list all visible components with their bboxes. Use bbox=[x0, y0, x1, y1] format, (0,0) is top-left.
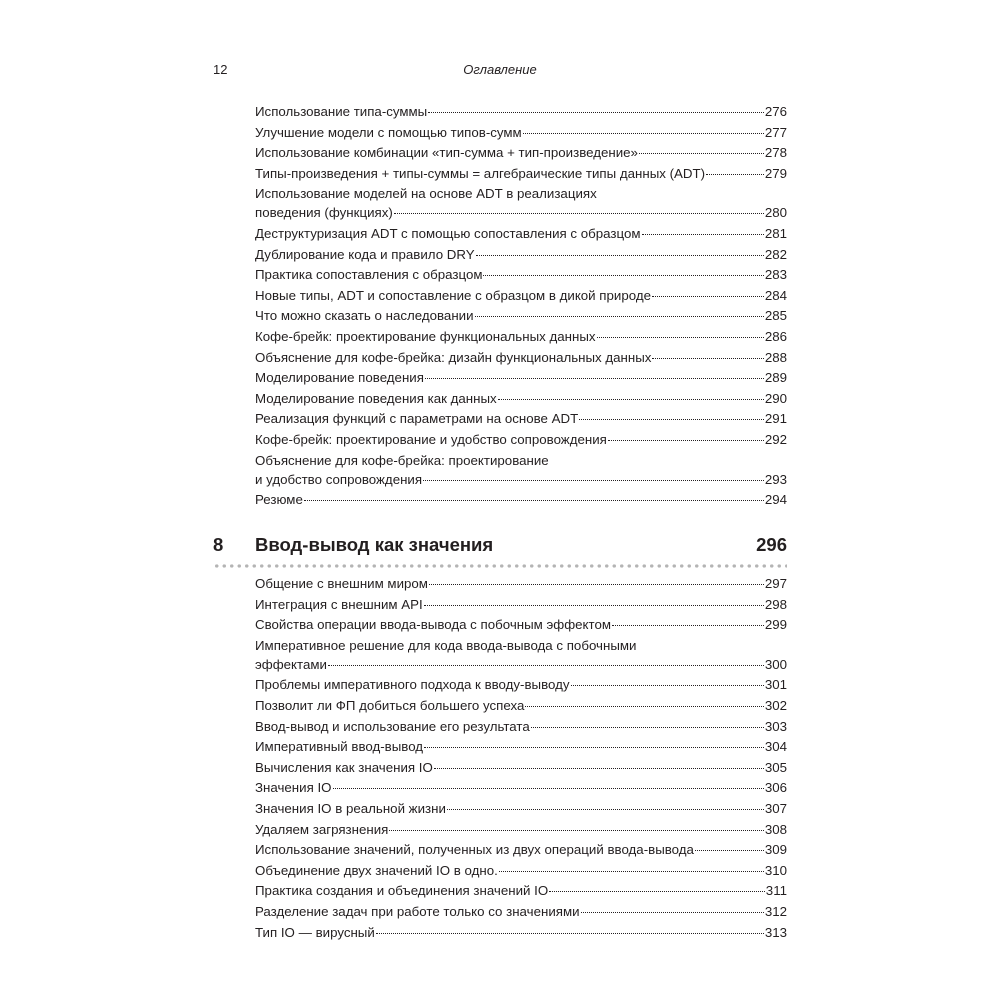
dot-leader bbox=[425, 378, 764, 379]
toc-entry-title: и удобство сопровождения bbox=[255, 471, 423, 487]
toc-entry-title: Кофе-брейк: проектирование и удобство сопровождения bbox=[255, 431, 607, 447]
toc-entry[interactable] bbox=[255, 245, 787, 266]
toc-entry-page: 298 bbox=[764, 596, 787, 612]
dot-leader bbox=[424, 747, 764, 748]
toc-entry-title: Моделирование поведения bbox=[255, 370, 424, 386]
dot-leader bbox=[389, 830, 763, 831]
toc-entry-page: 282 bbox=[764, 246, 787, 262]
toc-entry-title: Общение с внешним миром bbox=[255, 576, 428, 591]
toc-entry-page: 311 bbox=[765, 883, 787, 899]
toc-entry-title: Проблемы императивного подхода к вводу-выводу bbox=[255, 677, 570, 693]
dot-leader bbox=[376, 933, 764, 934]
dot-leader bbox=[304, 500, 764, 501]
toc-entry[interactable] bbox=[255, 143, 787, 164]
toc-entry[interactable] bbox=[255, 840, 787, 861]
toc-entry-title: Императивный ввод-вывод bbox=[255, 739, 424, 755]
toc-entry-title: Вычисления как значения IO bbox=[255, 759, 433, 775]
toc-entry-page: 313 bbox=[764, 924, 787, 940]
toc-entry-title: Что можно сказать о наследовании bbox=[255, 308, 474, 324]
toc-entry-page: 310 bbox=[764, 862, 787, 878]
toc-entry-page: 293 bbox=[764, 471, 787, 487]
toc-entry-page: 276 bbox=[764, 104, 787, 119]
dot-leader bbox=[571, 685, 764, 686]
toc-entry-title: Тип IO — вирусный bbox=[255, 924, 375, 940]
dot-leader bbox=[483, 275, 763, 276]
toc-entry-page: 301 bbox=[764, 677, 787, 693]
dot-leader bbox=[652, 296, 764, 297]
toc-entry-title: Позволит ли ФП добиться большего успеха bbox=[255, 697, 525, 713]
dot-leader bbox=[581, 912, 764, 913]
toc-entry-title: Удаляем загрязнения bbox=[255, 821, 389, 837]
toc-entry[interactable] bbox=[255, 327, 787, 348]
chapter-title: Ввод-вывод как значения bbox=[255, 534, 494, 555]
toc-entry[interactable] bbox=[255, 923, 787, 944]
toc-entry-title: Интеграция с внешним API bbox=[255, 596, 423, 612]
toc-entry-page: 289 bbox=[764, 370, 787, 386]
toc-entry[interactable] bbox=[255, 737, 787, 758]
toc-entry[interactable] bbox=[255, 717, 787, 738]
toc-entry-page: 308 bbox=[764, 821, 787, 837]
toc-entry-page: 277 bbox=[764, 124, 787, 140]
dot-leader bbox=[695, 850, 764, 851]
dot-leader bbox=[642, 234, 764, 235]
dot-leader bbox=[429, 584, 764, 585]
toc-entry-page: 286 bbox=[764, 328, 787, 344]
toc-entry-title: Использование типа-суммы bbox=[255, 104, 428, 119]
dot-leader bbox=[525, 706, 763, 707]
running-title: Оглавление bbox=[463, 62, 537, 77]
toc-entry-page: 309 bbox=[764, 842, 787, 858]
page-header bbox=[213, 62, 787, 80]
toc-entry-title: Объединение двух значений IO в одно. bbox=[255, 862, 498, 878]
toc-entry-page: 302 bbox=[764, 697, 787, 713]
toc-entry-title-line1: Императивное решение для кода ввода-вывода с побочными bbox=[255, 637, 637, 653]
toc-entry-title: Типы-произведения + типы-суммы = алгебраические типы данных (ADT) bbox=[255, 165, 706, 181]
toc-entry[interactable] bbox=[255, 675, 787, 696]
chapter-heading bbox=[213, 534, 787, 560]
toc-entry-page: 303 bbox=[764, 718, 787, 734]
dot-leader bbox=[333, 788, 764, 789]
dot-leader bbox=[579, 419, 764, 420]
toc-entry-page: 283 bbox=[764, 267, 787, 283]
toc-entry[interactable] bbox=[255, 265, 787, 286]
dot-leader bbox=[475, 316, 764, 317]
dot-leader bbox=[523, 133, 764, 134]
toc-entry-page: 292 bbox=[764, 431, 787, 447]
toc-entry-title: Практика сопоставления с образцом bbox=[255, 267, 483, 283]
toc-entry-title: Новые типы, ADT и сопоставление с образцом в дикой природе bbox=[255, 287, 651, 303]
toc-entry-page: 300 bbox=[764, 656, 787, 672]
dot-leader bbox=[476, 255, 764, 256]
toc-entry-title: Значения IO bbox=[255, 780, 332, 796]
toc-entry[interactable] bbox=[255, 451, 787, 491]
dot-leader bbox=[499, 871, 764, 872]
dot-leader bbox=[423, 480, 764, 481]
toc-entry-page: 307 bbox=[764, 800, 787, 816]
toc-section-top bbox=[255, 102, 787, 511]
toc-entry-page: 299 bbox=[764, 617, 787, 633]
toc-entry[interactable] bbox=[255, 799, 787, 820]
toc-entry-title: Реализация функций с параметрами на основе ADT bbox=[255, 411, 579, 427]
toc-entry-title: Кофе-брейк: проектирование функциональных данных bbox=[255, 328, 596, 344]
toc-entry-title: Практика создания и объединения значений IO bbox=[255, 883, 549, 899]
toc-entry-title: Значения IO в реальной жизни bbox=[255, 800, 446, 816]
toc-entry-page: 279 bbox=[764, 165, 787, 181]
toc-entry-page: 294 bbox=[764, 492, 787, 508]
dot-leader bbox=[428, 112, 764, 113]
chapter-divider bbox=[213, 564, 787, 568]
toc-entry[interactable] bbox=[255, 430, 787, 451]
toc-entry-title: эффектами bbox=[255, 656, 327, 672]
toc-entry-page: 305 bbox=[764, 759, 787, 775]
toc-entry-title: Моделирование поведения как данных bbox=[255, 390, 497, 406]
dot-leader bbox=[706, 174, 764, 175]
dot-leader bbox=[597, 337, 764, 338]
toc-entry[interactable] bbox=[255, 123, 787, 144]
toc-entry-title: Улучшение модели с помощью типов-сумм bbox=[255, 124, 522, 140]
toc-entry[interactable] bbox=[255, 778, 787, 799]
toc-entry[interactable] bbox=[255, 820, 787, 841]
toc-entry-page: 284 bbox=[764, 287, 787, 303]
toc-entry-page: 291 bbox=[764, 411, 787, 427]
toc-section-bottom bbox=[255, 574, 787, 943]
toc-entry-title: Объяснение для кофе-брейка: дизайн функциональных данных bbox=[255, 349, 652, 365]
toc-entry[interactable] bbox=[255, 348, 787, 369]
toc-entry[interactable] bbox=[255, 902, 787, 923]
toc-entry[interactable] bbox=[255, 102, 787, 123]
toc-entry[interactable] bbox=[255, 881, 787, 902]
toc-entry-title: Использование комбинации «тип-сумма + тип-произведение» bbox=[255, 145, 638, 161]
toc-entry-title: Дублирование кода и правило DRY bbox=[255, 246, 475, 262]
toc-entry-page: 288 bbox=[764, 349, 787, 365]
dot-leader bbox=[531, 727, 764, 728]
toc-entry-title: поведения (функциях) bbox=[255, 205, 393, 221]
dot-leader bbox=[612, 625, 764, 626]
page-number: 12 bbox=[213, 62, 228, 77]
toc-entry-page: 278 bbox=[764, 145, 787, 161]
toc-entry[interactable] bbox=[255, 758, 787, 779]
toc-entry-title: Разделение задач при работе только со значениями bbox=[255, 903, 580, 919]
dot-leader bbox=[328, 665, 764, 666]
dot-leader bbox=[447, 809, 764, 810]
toc-entry[interactable] bbox=[255, 409, 787, 430]
toc-entry-title: Деструктуризация ADT с помощью сопоставления с образцом bbox=[255, 225, 641, 241]
toc-entry-page: 290 bbox=[764, 390, 787, 406]
toc-entry-page: 281 bbox=[764, 225, 787, 241]
toc-entry-title: Использование значений, полученных из двух операций ввода-вывода bbox=[255, 842, 694, 858]
toc-entry[interactable] bbox=[255, 595, 787, 616]
toc-entry[interactable] bbox=[255, 184, 787, 224]
toc-entry[interactable] bbox=[255, 224, 787, 245]
toc-entry[interactable] bbox=[255, 861, 787, 882]
dot-leader bbox=[652, 358, 763, 359]
toc-entry-title-line1: Использование моделей на основе ADT в реализациях bbox=[255, 186, 597, 202]
toc-entry-page: 304 bbox=[764, 739, 787, 755]
toc-entry[interactable] bbox=[255, 286, 787, 307]
toc-entry[interactable] bbox=[255, 615, 787, 636]
toc-entry[interactable] bbox=[255, 636, 787, 676]
toc-entry-title: Ввод-вывод и использование его результата bbox=[255, 718, 530, 734]
toc-entry[interactable] bbox=[255, 696, 787, 717]
toc-entry-title: Резюме bbox=[255, 492, 303, 508]
dot-leader bbox=[608, 440, 764, 441]
dot-leader bbox=[434, 768, 764, 769]
toc-entry[interactable] bbox=[255, 164, 787, 185]
toc-entry-page: 280 bbox=[764, 205, 787, 221]
toc-entry[interactable] bbox=[255, 306, 787, 327]
toc-entry[interactable] bbox=[255, 574, 787, 595]
toc-entry[interactable] bbox=[255, 490, 787, 511]
dot-leader bbox=[549, 891, 765, 892]
chapter-page: 296 bbox=[756, 534, 787, 555]
toc-entry-title: Свойства операции ввода-вывода с побочным эффектом bbox=[255, 617, 612, 633]
toc-entry-title-line1: Объяснение для кофе-брейка: проектирование bbox=[255, 452, 549, 468]
toc-entry-page: 285 bbox=[764, 308, 787, 324]
toc-entry-page: 306 bbox=[764, 780, 787, 796]
dot-leader bbox=[639, 153, 764, 154]
toc-entry-page: 297 bbox=[764, 576, 787, 591]
dot-leader bbox=[424, 605, 764, 606]
dot-leader bbox=[394, 213, 764, 214]
toc-entry[interactable] bbox=[255, 389, 787, 410]
chapter-number: 8 bbox=[213, 534, 224, 555]
toc-entry[interactable] bbox=[255, 368, 787, 389]
toc-entry-page: 312 bbox=[764, 903, 787, 919]
dot-leader bbox=[498, 399, 764, 400]
